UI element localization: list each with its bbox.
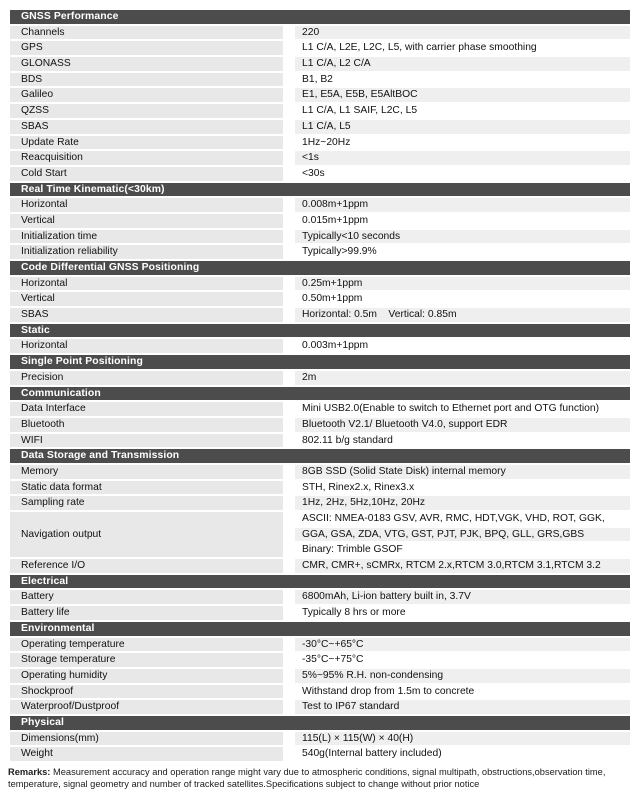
spec-label: Waterproof/Dustproof [10, 700, 283, 716]
column-gap [283, 41, 295, 57]
spec-value: <1s [295, 151, 630, 167]
remarks-label: Remarks: [8, 767, 51, 778]
column-gap [283, 339, 295, 355]
spec-label: Vertical [10, 292, 283, 308]
spec-row [10, 512, 630, 559]
spec-row [10, 136, 630, 152]
spec-value: B1, B2 [295, 73, 630, 89]
spec-label: Update Rate [10, 136, 283, 152]
section-header-environmental: Environmental [10, 622, 630, 638]
spec-label: Navigation output [10, 512, 283, 559]
spec-label: Sampling rate [10, 496, 283, 512]
column-gap [283, 496, 295, 512]
remarks-text: Measurement accuracy and operation range might vary due to atmospheric conditions, signal multipath, obstructions,observation time, temperature, signal geometry and number of tracked satellites.Specifications subject to change without prior notice [8, 767, 606, 789]
column-gap [283, 151, 295, 167]
spec-row [10, 434, 630, 450]
spec-label: Dimensions(mm) [10, 732, 283, 748]
spec-value: 0.003m+1ppm [295, 339, 630, 355]
spec-row [10, 26, 630, 42]
spec-value: 802.11 b/g standard [295, 434, 630, 450]
spec-label: GPS [10, 41, 283, 57]
column-gap [283, 73, 295, 89]
spec-value: 8GB SSD (Solid State Disk) internal memory [295, 465, 630, 481]
column-gap [283, 57, 295, 73]
section-header-static: Static [10, 324, 630, 340]
spec-label: Battery [10, 590, 283, 606]
column-gap [283, 198, 295, 214]
spec-row [10, 277, 630, 293]
section-header-real-time-kinematic: Real Time Kinematic(<30km) [10, 183, 630, 199]
spec-row [10, 606, 630, 622]
spec-row [10, 151, 630, 167]
spec-value: Typically 8 hrs or more [295, 606, 630, 622]
spec-sheet-page [10, 10, 630, 790]
column-gap [283, 245, 295, 261]
spec-row [10, 230, 630, 246]
column-gap [283, 653, 295, 669]
spec-value: 2m [295, 371, 630, 387]
column-gap [283, 26, 295, 42]
section-header-gnss-performance: GNSS Performance [10, 10, 630, 26]
spec-label: Vertical [10, 214, 283, 230]
spec-row [10, 465, 630, 481]
spec-label: SBAS [10, 308, 283, 324]
column-gap [283, 638, 295, 654]
spec-label: Operating temperature [10, 638, 283, 654]
spec-value: Typically>99.9% [295, 245, 630, 261]
section-header-electrical: Electrical [10, 575, 630, 591]
spec-value: 6800mAh, Li-ion battery built in, 3.7V [295, 590, 630, 606]
spec-row [10, 198, 630, 214]
column-gap [283, 214, 295, 230]
spec-value: Withstand drop from 1.5m to concrete [295, 685, 630, 701]
spec-row [10, 559, 630, 575]
spec-row [10, 104, 630, 120]
spec-row [10, 41, 630, 57]
spec-row [10, 214, 630, 230]
column-gap [283, 700, 295, 716]
spec-value: CMR, CMR+, sCMRx, RTCM 2.x,RTCM 3.0,RTCM 3.1,RTCM 3.2 [295, 559, 630, 575]
spec-value: E1, E5A, E5B, E5AltBOC [295, 88, 630, 104]
spec-value: STH, Rinex2.x, Rinex3.x [295, 481, 630, 497]
column-gap [283, 308, 295, 324]
spec-label: Memory [10, 465, 283, 481]
column-gap [283, 277, 295, 293]
spec-row [10, 402, 630, 418]
spec-label: Data Interface [10, 402, 283, 418]
spec-value-line: Binary: Trimble GSOF [295, 543, 630, 559]
spec-label: Static data format [10, 481, 283, 497]
spec-row [10, 120, 630, 136]
spec-row [10, 700, 630, 716]
section-header-code-differential-gnss-positioning: Code Differential GNSS Positioning [10, 261, 630, 277]
column-gap [283, 732, 295, 748]
column-gap [283, 88, 295, 104]
spec-label: Channels [10, 26, 283, 42]
spec-label: Reference I/O [10, 559, 283, 575]
spec-row [10, 339, 630, 355]
spec-row [10, 747, 630, 763]
column-gap [283, 167, 295, 183]
spec-label: Battery life [10, 606, 283, 622]
spec-value: L1 C/A, L2 C/A [295, 57, 630, 73]
spec-label: Horizontal [10, 277, 283, 293]
spec-label: Initialization time [10, 230, 283, 246]
spec-value: Typically<10 seconds [295, 230, 630, 246]
column-gap [283, 747, 295, 763]
spec-row [10, 245, 630, 261]
spec-value: Mini USB2.0(Enable to switch to Ethernet port and OTG function) [295, 402, 630, 418]
spec-value: -35°C~+75°C [295, 653, 630, 669]
spec-value: Bluetooth V2.1/ Bluetooth V4.0, support EDR [295, 418, 630, 434]
spec-row [10, 590, 630, 606]
column-gap [283, 481, 295, 497]
spec-label: Storage temperature [10, 653, 283, 669]
spec-label: Reacquisition [10, 151, 283, 167]
spec-label: Shockproof [10, 685, 283, 701]
spec-value: 1Hz~20Hz [295, 136, 630, 152]
spec-label: Initialization reliability [10, 245, 283, 261]
spec-value: 115(L) × 115(W) × 40(H) [295, 732, 630, 748]
column-gap [283, 465, 295, 481]
spec-label: SBAS [10, 120, 283, 136]
spec-table [10, 10, 630, 763]
spec-row [10, 73, 630, 89]
spec-row [10, 167, 630, 183]
column-gap [283, 136, 295, 152]
column-gap [283, 230, 295, 246]
spec-value-line: ASCII: NMEA-0183 GSV, AVR, RMC, HDT,VGK, VHD, ROT, GGK, [295, 512, 630, 528]
spec-value: 5%~95% R.H. non-condensing [295, 669, 630, 685]
column-gap [283, 402, 295, 418]
spec-row [10, 653, 630, 669]
spec-value: Horizontal: 0.5m Vertical: 0.85m [295, 308, 630, 324]
spec-value: 540g(Internal battery included) [295, 747, 630, 763]
spec-label: Weight [10, 747, 283, 763]
spec-row [10, 638, 630, 654]
column-gap [283, 606, 295, 622]
spec-value: 1Hz, 2Hz, 5Hz,10Hz, 20Hz [295, 496, 630, 512]
spec-value: 0.008m+1ppm [295, 198, 630, 214]
spec-row [10, 685, 630, 701]
column-gap [283, 590, 295, 606]
section-header-physical: Physical [10, 716, 630, 732]
column-gap [283, 371, 295, 387]
spec-value-group [295, 512, 630, 559]
spec-label: Galileo [10, 88, 283, 104]
remarks [8, 767, 640, 790]
spec-label: QZSS [10, 104, 283, 120]
spec-value: Test to IP67 standard [295, 700, 630, 716]
spec-row [10, 669, 630, 685]
spec-label: BDS [10, 73, 283, 89]
spec-value: 0.25m+1ppm [295, 277, 630, 293]
column-gap [283, 669, 295, 685]
column-gap [283, 418, 295, 434]
spec-row [10, 292, 630, 308]
spec-label: GLONASS [10, 57, 283, 73]
spec-row [10, 308, 630, 324]
spec-value: L1 C/A, L5 [295, 120, 630, 136]
spec-row [10, 732, 630, 748]
spec-value: L1 C/A, L1 SAIF, L2C, L5 [295, 104, 630, 120]
spec-value: 0.50m+1ppm [295, 292, 630, 308]
spec-label: Operating humidity [10, 669, 283, 685]
spec-value: 0.015m+1ppm [295, 214, 630, 230]
column-gap [283, 434, 295, 450]
spec-label: Horizontal [10, 339, 283, 355]
spec-row [10, 371, 630, 387]
spec-label: Horizontal [10, 198, 283, 214]
spec-row [10, 88, 630, 104]
spec-row [10, 57, 630, 73]
column-gap [283, 292, 295, 308]
spec-value: L1 C/A, L2E, L2C, L5, with carrier phase smoothing [295, 41, 630, 57]
spec-row [10, 481, 630, 497]
section-header-single-point-positioning: Single Point Positioning [10, 355, 630, 371]
spec-label: Precision [10, 371, 283, 387]
column-gap [283, 104, 295, 120]
spec-value-line: GGA, GSA, ZDA, VTG, GST, PJT, PJK, BPQ, GLL, GRS,GBS [295, 528, 630, 544]
column-gap [283, 685, 295, 701]
spec-value: -30°C~+65°C [295, 638, 630, 654]
column-gap [283, 120, 295, 136]
spec-label: Cold Start [10, 167, 283, 183]
spec-value: 220 [295, 26, 630, 42]
spec-value: <30s [295, 167, 630, 183]
column-gap [283, 559, 295, 575]
spec-label: Bluetooth [10, 418, 283, 434]
section-header-data-storage-and-transmission: Data Storage and Transmission [10, 449, 630, 465]
column-gap [283, 512, 295, 559]
section-header-communication: Communication [10, 387, 630, 403]
spec-row [10, 496, 630, 512]
spec-label: WIFI [10, 434, 283, 450]
spec-row [10, 418, 630, 434]
